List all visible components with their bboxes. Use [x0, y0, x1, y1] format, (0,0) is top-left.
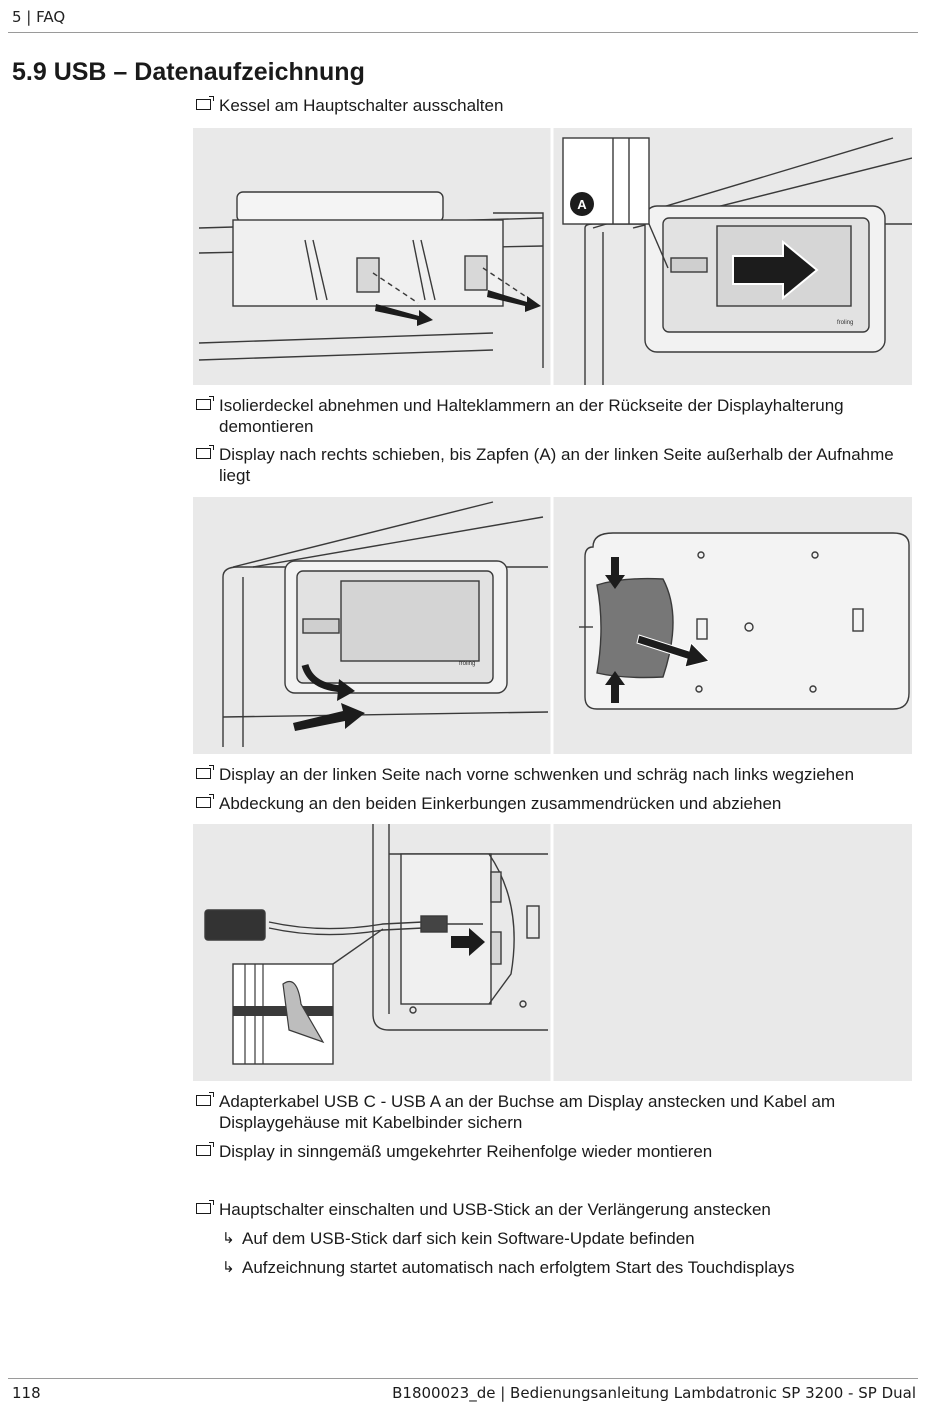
step-item — [196, 1141, 916, 1162]
checkbox-icon — [196, 768, 211, 779]
footer-divider — [8, 1378, 918, 1379]
result-arrow-icon: ↳ — [222, 1230, 235, 1247]
section-title: 5.9 USB – Datenaufzeichnung — [12, 58, 365, 86]
checkbox-icon — [196, 1203, 211, 1214]
step-text: Isolierdeckel abnehmen und Halteklammern an der Rückseite der Displayhalterung demontieren — [219, 396, 844, 436]
step-text: Adapterkabel USB C - USB A an der Buchse am Display anstecken und Kabel am Displaygehäuse mit Kabelbinder sichern — [219, 1092, 836, 1132]
step-text: Display in sinngemäß umgekehrter Reihenfolge wieder montieren — [219, 1142, 713, 1161]
result-item — [222, 1257, 922, 1278]
figure-2 — [193, 497, 912, 754]
step-item — [196, 793, 916, 814]
checkbox-icon — [196, 399, 211, 410]
result-text: Auf dem USB-Stick darf sich kein Software-Update befinden — [242, 1229, 695, 1248]
step-item — [196, 1199, 916, 1220]
step-item — [196, 764, 916, 785]
result-item — [222, 1228, 922, 1249]
figure-3 — [193, 824, 912, 1081]
callout-a-label: A — [577, 197, 587, 212]
figure-1 — [193, 128, 912, 385]
page-number: 118 — [12, 1384, 41, 1402]
step-text: Abdeckung an den beiden Einkerbungen zusammendrücken und abziehen — [219, 794, 782, 813]
step-item — [196, 95, 916, 116]
step-text: Display nach rechts schieben, bis Zapfen (A) an der linken Seite außerhalb der Aufnahme liegt — [219, 445, 894, 485]
step-item — [196, 1091, 916, 1133]
step-item — [196, 444, 916, 486]
header-divider — [8, 32, 918, 33]
figure-2-illustration — [193, 497, 912, 754]
checkbox-icon — [196, 1095, 211, 1106]
checkbox-icon — [196, 448, 211, 459]
step-text: Display an der linken Seite nach vorne schwenken und schräg nach links wegziehen — [219, 765, 855, 784]
checkbox-icon — [196, 1145, 211, 1156]
result-arrow-icon: ↳ — [222, 1259, 235, 1276]
step-item — [196, 395, 916, 437]
step-text: Kessel am Hauptschalter ausschalten — [219, 96, 504, 115]
result-text: Aufzeichnung startet automatisch nach erfolgtem Start des Touchdisplays — [242, 1258, 795, 1277]
checkbox-icon — [196, 99, 211, 110]
document-reference: B1800023_de | Bedienungsanleitung Lambdatronic SP 3200 - SP Dual — [392, 1384, 916, 1402]
page-header: 5 | FAQ — [12, 8, 66, 26]
step-text: Hauptschalter einschalten und USB-Stick an der Verlängerung anstecken — [219, 1200, 771, 1219]
checkbox-icon — [196, 797, 211, 808]
figure-1-illustration — [193, 128, 912, 385]
display-brand-label: froling — [459, 661, 476, 667]
display-brand-label: froling — [837, 320, 854, 326]
figure-3-illustration — [193, 824, 912, 1081]
